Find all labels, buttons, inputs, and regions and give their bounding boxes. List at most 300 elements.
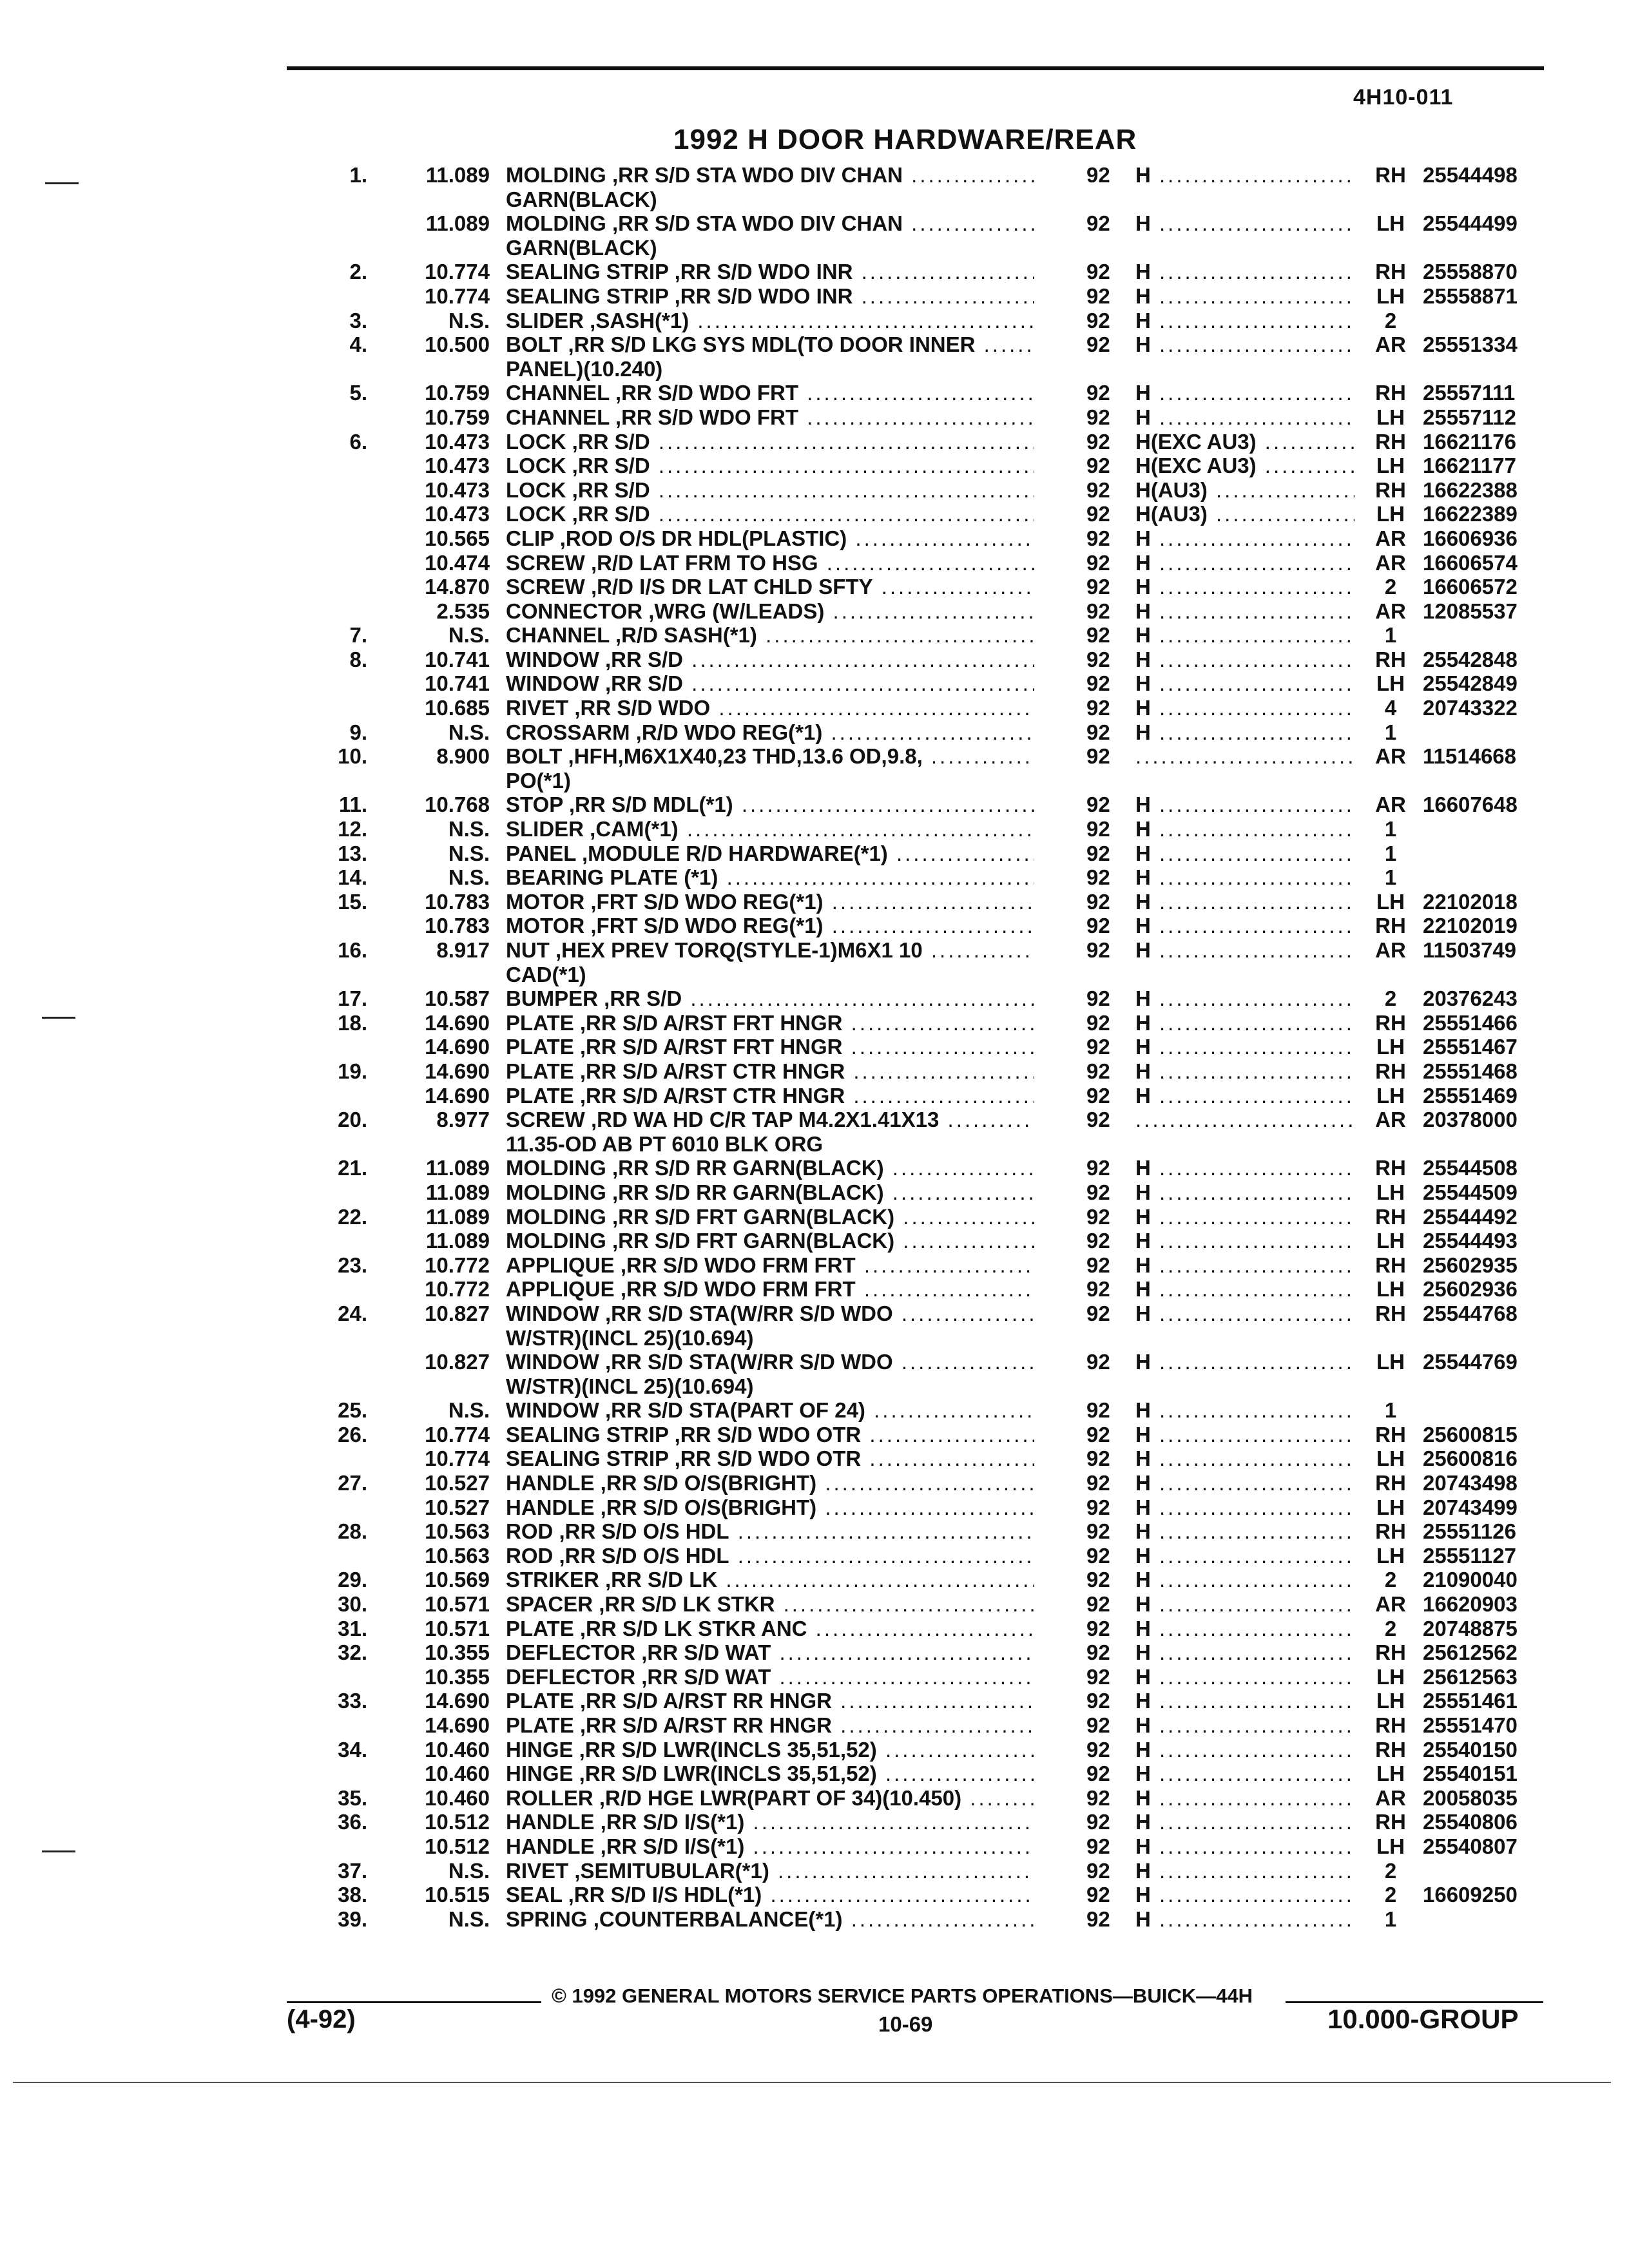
- group-number: 11.089: [425, 211, 490, 236]
- group-number: 10.571: [425, 1616, 490, 1640]
- part-number: 25612562: [1423, 1640, 1518, 1665]
- model-year: 92: [1086, 1616, 1110, 1640]
- model-series: H .....: [1135, 1883, 1354, 1907]
- model-year: 92: [1086, 429, 1110, 454]
- model-year: 92: [1086, 817, 1110, 841]
- parts-row: [0, 526, 1629, 551]
- parts-row: [0, 648, 1629, 672]
- group-number: 10.473: [425, 502, 490, 526]
- model-series: H .....: [1135, 1617, 1354, 1641]
- part-description: PLATE ,RR S/D A/RST CTR HNGR .....: [506, 1084, 1034, 1108]
- group-number: 10.473: [425, 429, 490, 454]
- parts-row: [0, 260, 1629, 284]
- group-number: 10.512: [425, 1834, 490, 1858]
- group-number: 10.473: [425, 454, 490, 478]
- part-number: 16607648: [1423, 793, 1518, 817]
- part-number: 25544493: [1423, 1229, 1518, 1253]
- part-number: 25557112: [1423, 405, 1517, 429]
- parts-row: [0, 1762, 1629, 1786]
- model-series: H .....: [1135, 1592, 1354, 1617]
- part-number: 16609250: [1423, 1883, 1518, 1907]
- part-description: HINGE ,RR S/D LWR(INCLS 35,51,52) .....: [506, 1762, 1034, 1786]
- parts-row: [0, 405, 1629, 430]
- model-year: 92: [1086, 575, 1110, 599]
- parts-row: [0, 914, 1629, 938]
- quantity-or-side: LH: [1376, 1543, 1405, 1568]
- parts-list: [0, 163, 1629, 1931]
- model-series: [1135, 1108, 1354, 1132]
- item-number: 4.: [349, 332, 367, 357]
- model-series: H .....: [1135, 1834, 1354, 1859]
- group-number: 10.569: [425, 1568, 490, 1592]
- footer-rule-right: [1286, 2001, 1543, 2003]
- part-description: PLATE ,RR S/D A/RST RR HNGR .....: [506, 1689, 1034, 1713]
- part-description: SEALING STRIP ,RR S/D WDO INR .....: [506, 260, 1034, 284]
- parts-row: [0, 236, 1629, 260]
- model-year: 92: [1086, 1713, 1110, 1737]
- group-number: N.S.: [448, 817, 490, 841]
- group-number: 10.759: [425, 405, 490, 429]
- part-number: 25551461: [1423, 1689, 1518, 1713]
- parts-row: [0, 1350, 1629, 1374]
- model-year: 92: [1086, 1108, 1110, 1132]
- item-number: 35.: [338, 1785, 367, 1810]
- model-year: 92: [1086, 865, 1110, 890]
- quantity-or-side: AR: [1375, 1108, 1406, 1132]
- model-year: 92: [1086, 1664, 1110, 1689]
- part-description: SCREW ,RD WA HD C/R TAP M4.2X1.41X13 .....: [506, 1108, 1034, 1132]
- model-year: 92: [1086, 1422, 1110, 1446]
- parts-row: [0, 502, 1629, 526]
- part-number: 25540807: [1423, 1834, 1518, 1858]
- part-description: DEFLECTOR ,RR S/D WAT .....: [506, 1665, 1034, 1689]
- model-year: 92: [1086, 720, 1110, 744]
- part-description: LOCK ,RR S/D .....: [506, 454, 1034, 478]
- quantity-or-side: RH: [1375, 1519, 1406, 1544]
- model-year: 92: [1086, 1568, 1110, 1592]
- model-series: H .....: [1135, 260, 1354, 284]
- group-number: 11.089: [425, 163, 490, 187]
- quantity-or-side: AR: [1375, 938, 1406, 962]
- part-description: WINDOW ,RR S/D STA(PART OF 24) .....: [506, 1398, 1034, 1423]
- part-description: MOLDING ,RR S/D RR GARN(BLACK) .....: [506, 1180, 1034, 1205]
- group-number: 10.768: [425, 793, 490, 817]
- quantity-or-side: LH: [1376, 1664, 1405, 1689]
- parts-row: [0, 1640, 1629, 1665]
- quantity-or-side: RH: [1375, 381, 1406, 405]
- part-number: 20743498: [1423, 1471, 1518, 1495]
- group-number: N.S.: [448, 865, 490, 890]
- part-description: BEARING PLATE (*1) .....: [506, 865, 1034, 890]
- model-series: H .....: [1135, 1205, 1354, 1229]
- group-number: 10.460: [425, 1785, 490, 1810]
- item-number: 34.: [338, 1737, 367, 1762]
- parts-row: [0, 1132, 1629, 1157]
- quantity-or-side: LH: [1376, 502, 1405, 526]
- model-year: 92: [1086, 938, 1110, 962]
- part-description: BOLT ,RR S/D LKG SYS MDL(TO DOOR INNER .....: [506, 332, 1034, 357]
- group-number: 10.565: [425, 526, 490, 550]
- model-series: H .....: [1135, 986, 1354, 1011]
- part-description: SLIDER ,CAM(*1) .....: [506, 817, 1034, 841]
- model-series: H .....: [1135, 1786, 1354, 1811]
- part-number: 25544769: [1423, 1350, 1518, 1374]
- group-number: 10.527: [425, 1471, 490, 1495]
- part-description: ROD ,RR S/D O/S HDL .....: [506, 1519, 1034, 1544]
- parts-row: [0, 623, 1629, 648]
- quantity-or-side: AR: [1375, 599, 1406, 623]
- quantity-or-side: RH: [1375, 429, 1406, 454]
- model-year: 92: [1086, 454, 1110, 478]
- parts-row: [0, 1059, 1629, 1084]
- parts-row: [0, 1156, 1629, 1180]
- quantity-or-side: RH: [1375, 1471, 1406, 1495]
- part-description: PANEL)(10.240): [506, 356, 663, 381]
- part-number: 16606572: [1423, 575, 1518, 599]
- quantity-or-side: LH: [1376, 1834, 1405, 1858]
- part-description: CHANNEL ,R/D SASH(*1) .....: [506, 623, 1034, 648]
- item-number: 22.: [338, 1204, 367, 1229]
- group-number: 10.741: [425, 647, 490, 671]
- part-description: W/STR)(INCL 25)(10.694): [506, 1325, 754, 1350]
- group-number: N.S.: [448, 1858, 490, 1883]
- model-year: 92: [1086, 163, 1110, 187]
- model-series: H(EXC AU3) .....: [1135, 430, 1354, 454]
- part-number: 25612563: [1423, 1664, 1518, 1689]
- model-series: H(AU3) .....: [1135, 478, 1354, 503]
- part-number: 20058035: [1423, 1785, 1518, 1810]
- part-description: ROLLER ,R/D HGE LWR(PART OF 34)(10.450) .....: [506, 1786, 1034, 1811]
- quantity-or-side: LH: [1376, 1495, 1405, 1519]
- quantity-or-side: LH: [1376, 1446, 1405, 1471]
- item-number: 29.: [338, 1568, 367, 1592]
- item-number: 37.: [338, 1858, 367, 1883]
- part-description: APPLIQUE ,RR S/D WDO FRM FRT .....: [506, 1253, 1034, 1278]
- footer-rule-left: [287, 2001, 541, 2003]
- quantity-or-side: RH: [1375, 1059, 1406, 1083]
- parts-row: [0, 769, 1629, 793]
- part-number: 25544509: [1423, 1180, 1518, 1204]
- quantity-or-side: RH: [1375, 1810, 1406, 1834]
- model-series: H .....: [1135, 1011, 1354, 1035]
- part-description: CAD(*1): [506, 962, 586, 986]
- model-series: H .....: [1135, 1544, 1354, 1568]
- part-description: APPLIQUE ,RR S/D WDO FRM FRT .....: [506, 1277, 1034, 1302]
- model-year: 92: [1086, 1010, 1110, 1035]
- parts-row: [0, 187, 1629, 212]
- parts-row: [0, 332, 1629, 357]
- part-number: 25544492: [1423, 1204, 1518, 1229]
- part-description: HANDLE ,RR S/D I/S(*1) .....: [506, 1810, 1034, 1834]
- part-description: PLATE ,RR S/D A/RST FRT HNGR .....: [506, 1011, 1034, 1035]
- model-year: 92: [1086, 1689, 1110, 1713]
- part-description: MOLDING ,RR S/D STA WDO DIV CHAN .....: [506, 163, 1034, 187]
- top-rule: [287, 66, 1544, 70]
- quantity-or-side: LH: [1376, 1180, 1405, 1204]
- part-description: HANDLE ,RR S/D I/S(*1) .....: [506, 1834, 1034, 1859]
- model-year: 92: [1086, 1059, 1110, 1083]
- quantity-or-side: RH: [1375, 477, 1406, 502]
- model-year: 92: [1086, 1035, 1110, 1059]
- model-series: H(AU3) .....: [1135, 502, 1354, 526]
- part-number: 21090040: [1423, 1568, 1518, 1592]
- parts-row: [0, 986, 1629, 1011]
- part-number: 25600815: [1423, 1422, 1518, 1446]
- parts-row: [0, 1859, 1629, 1883]
- part-number: 25551126: [1423, 1519, 1517, 1544]
- part-description: SCREW ,R/D I/S DR LAT CHLD SFTY .....: [506, 575, 1034, 599]
- parts-row: [0, 1253, 1629, 1278]
- group-number: N.S.: [448, 308, 490, 332]
- part-description: CROSSARM ,R/D WDO REG(*1) .....: [506, 720, 1034, 745]
- parts-row: [0, 357, 1629, 381]
- part-description: NUT ,HEX PREV TORQ(STYLE-1)M6X1 10 .....: [506, 938, 1034, 963]
- model-series: H .....: [1135, 526, 1354, 551]
- group-number: N.S.: [448, 841, 490, 865]
- item-number: 15.: [338, 889, 367, 914]
- quantity-or-side: 2: [1384, 1616, 1397, 1640]
- part-description: MOLDING ,RR S/D STA WDO DIV CHAN .....: [506, 211, 1034, 236]
- item-number: 38.: [338, 1883, 367, 1907]
- group-number: 10.473: [425, 477, 490, 502]
- part-description: RIVET ,SEMITUBULAR(*1) .....: [506, 1859, 1034, 1883]
- quantity-or-side: 4: [1384, 696, 1397, 720]
- parts-row: [0, 309, 1629, 333]
- group-number: 11.089: [425, 1204, 490, 1229]
- quantity-or-side: 2: [1384, 1568, 1397, 1592]
- part-number: 25540151: [1423, 1762, 1518, 1786]
- parts-row: [0, 890, 1629, 914]
- part-description: WINDOW ,RR S/D STA(W/RR S/D WDO .....: [506, 1350, 1034, 1374]
- quantity-or-side: RH: [1375, 1204, 1406, 1229]
- quantity-or-side: AR: [1375, 550, 1406, 575]
- quantity-or-side: 1: [1384, 865, 1397, 890]
- model-year: 92: [1086, 889, 1110, 914]
- group-number: 8.917: [436, 938, 490, 962]
- model-year: 92: [1086, 1907, 1110, 1931]
- quantity-or-side: 1: [1384, 720, 1397, 744]
- model-year: 92: [1086, 793, 1110, 817]
- parts-row: [0, 1423, 1629, 1447]
- item-number: 24.: [338, 1301, 367, 1325]
- parts-row: [0, 1665, 1629, 1689]
- quantity-or-side: LH: [1376, 889, 1405, 914]
- model-year: 92: [1086, 671, 1110, 696]
- item-number: 17.: [338, 986, 367, 1011]
- part-description: DEFLECTOR ,RR S/D WAT .....: [506, 1640, 1034, 1665]
- group-number: 10.772: [425, 1277, 490, 1302]
- model-series: H .....: [1135, 1350, 1354, 1374]
- group-number: 10.355: [425, 1664, 490, 1689]
- parts-row: [0, 1277, 1629, 1302]
- item-number: 18.: [338, 1010, 367, 1035]
- group-number: 10.460: [425, 1762, 490, 1786]
- item-number: 32.: [338, 1640, 367, 1665]
- model-year: 92: [1086, 1883, 1110, 1907]
- model-series: H .....: [1135, 599, 1354, 624]
- group-number: 10.741: [425, 671, 490, 696]
- model-series: H .....: [1135, 1738, 1354, 1762]
- group-number: 14.690: [425, 1689, 490, 1713]
- group-number: 10.759: [425, 381, 490, 405]
- model-series: H .....: [1135, 1302, 1354, 1326]
- parts-row: [0, 1713, 1629, 1738]
- quantity-or-side: AR: [1375, 744, 1406, 769]
- item-number: 13.: [338, 841, 367, 865]
- part-number: 25551468: [1423, 1059, 1518, 1083]
- part-description: LOCK ,RR S/D .....: [506, 478, 1034, 503]
- model-year: 92: [1086, 696, 1110, 720]
- part-description: SPRING ,COUNTERBALANCE(*1) .....: [506, 1907, 1034, 1932]
- quantity-or-side: LH: [1376, 1035, 1405, 1059]
- group-number: N.S.: [448, 623, 490, 648]
- model-series: H .....: [1135, 1229, 1354, 1253]
- part-description: CHANNEL ,RR S/D WDO FRT .....: [506, 405, 1034, 430]
- parts-row: [0, 865, 1629, 890]
- parts-row: [0, 1495, 1629, 1520]
- part-description: MOLDING ,RR S/D FRT GARN(BLACK) .....: [506, 1205, 1034, 1229]
- quantity-or-side: AR: [1375, 332, 1406, 357]
- part-description: MOLDING ,RR S/D FRT GARN(BLACK) .....: [506, 1229, 1034, 1253]
- item-number: 1.: [349, 163, 367, 187]
- parts-row: [0, 599, 1629, 624]
- group-number: 10.827: [425, 1301, 490, 1325]
- part-description: MOTOR ,FRT S/D WDO REG(*1) .....: [506, 890, 1034, 914]
- item-number: 7.: [349, 623, 367, 648]
- part-number: 25540150: [1423, 1737, 1518, 1762]
- quantity-or-side: RH: [1375, 914, 1406, 938]
- model-series: H .....: [1135, 1423, 1354, 1447]
- quantity-or-side: RH: [1375, 1301, 1406, 1325]
- part-number: 25544508: [1423, 1156, 1518, 1180]
- part-description: STOP ,RR S/D MDL(*1) .....: [506, 793, 1034, 817]
- part-description: SEALING STRIP ,RR S/D WDO INR .....: [506, 284, 1034, 309]
- item-number: 36.: [338, 1810, 367, 1834]
- part-number: 25551466: [1423, 1010, 1518, 1035]
- model-series: H .....: [1135, 1059, 1354, 1084]
- part-number: 11503749: [1423, 938, 1517, 962]
- part-number: 20378000: [1423, 1108, 1518, 1132]
- model-series: H .....: [1135, 938, 1354, 963]
- item-number: 11.: [338, 793, 367, 817]
- parts-row: [0, 1326, 1629, 1350]
- parts-row: [0, 381, 1629, 405]
- part-description: GARN(BLACK): [506, 235, 657, 260]
- group-number: 10.515: [425, 1883, 490, 1907]
- part-description: PLATE ,RR S/D A/RST CTR HNGR .....: [506, 1059, 1034, 1084]
- part-number: 16606574: [1423, 550, 1518, 575]
- group-number: 10.783: [425, 889, 490, 914]
- group-number: 10.774: [425, 260, 490, 284]
- parts-row: [0, 1883, 1629, 1907]
- part-description: PO(*1): [506, 768, 571, 793]
- model-year: 92: [1086, 599, 1110, 623]
- group-number: 14.690: [425, 1010, 490, 1035]
- item-number: 6.: [349, 429, 367, 454]
- item-number: 9.: [349, 720, 367, 744]
- model-series: H .....: [1135, 1277, 1354, 1302]
- model-series: H .....: [1135, 914, 1354, 938]
- parts-row: [0, 744, 1629, 769]
- model-year: 92: [1086, 1204, 1110, 1229]
- quantity-or-side: RH: [1375, 1713, 1406, 1737]
- quantity-or-side: LH: [1376, 405, 1405, 429]
- parts-row: [0, 1519, 1629, 1544]
- part-number: 25542848: [1423, 647, 1518, 671]
- group-number: 10.783: [425, 914, 490, 938]
- parts-row: [0, 696, 1629, 720]
- part-number: 25542849: [1423, 671, 1518, 696]
- part-description: W/STR)(INCL 25)(10.694): [506, 1374, 754, 1398]
- part-description: PANEL ,MODULE R/D HARDWARE(*1) .....: [506, 841, 1034, 866]
- parts-row: [0, 1180, 1629, 1205]
- part-description: MOLDING ,RR S/D RR GARN(BLACK) .....: [506, 1156, 1034, 1180]
- part-description: SEALING STRIP ,RR S/D WDO OTR .....: [506, 1423, 1034, 1447]
- part-number: 25557111: [1423, 381, 1516, 405]
- model-series: H .....: [1135, 1180, 1354, 1205]
- model-series: H .....: [1135, 793, 1354, 817]
- bottom-rule: [13, 2082, 1611, 2083]
- parts-row: [0, 284, 1629, 309]
- group-number: 14.690: [425, 1083, 490, 1108]
- parts-row: [0, 1834, 1629, 1859]
- item-number: 25.: [338, 1398, 367, 1423]
- item-number: 8.: [349, 647, 367, 671]
- model-year: 92: [1086, 1180, 1110, 1204]
- model-series: H .....: [1135, 696, 1354, 720]
- model-year: 92: [1086, 1858, 1110, 1883]
- parts-row: [0, 211, 1629, 236]
- part-description: RIVET ,RR S/D WDO .....: [506, 696, 1034, 720]
- group-number: 10.474: [425, 550, 490, 575]
- model-year: 92: [1086, 260, 1110, 284]
- copyright-notice: © 1992 GENERAL MOTORS SERVICE PARTS OPERATIONS—BUICK—44H: [552, 1984, 1253, 2007]
- model-series: H .....: [1135, 865, 1354, 890]
- group-number: 10.563: [425, 1543, 490, 1568]
- part-description: BUMPER ,RR S/D .....: [506, 986, 1034, 1011]
- part-number: 25551470: [1423, 1713, 1518, 1737]
- model-series: H .....: [1135, 1084, 1354, 1108]
- part-description: SPACER ,RR S/D LK STKR .....: [506, 1592, 1034, 1617]
- parts-row: [0, 1302, 1629, 1326]
- parts-row: [0, 1738, 1629, 1762]
- part-number: 20743322: [1423, 696, 1518, 720]
- model-year: 92: [1086, 1156, 1110, 1180]
- quantity-or-side: LH: [1376, 671, 1405, 696]
- quantity-or-side: 1: [1384, 623, 1397, 648]
- model-year: 92: [1086, 1543, 1110, 1568]
- group-number: 10.527: [425, 1495, 490, 1519]
- part-number: 22102018: [1423, 889, 1518, 914]
- part-number: 20743499: [1423, 1495, 1518, 1519]
- item-number: 39.: [338, 1907, 367, 1931]
- model-series: H .....: [1135, 1689, 1354, 1713]
- part-description: LOCK ,RR S/D .....: [506, 430, 1034, 454]
- model-series: H .....: [1135, 1907, 1354, 1932]
- part-description: PLATE ,RR S/D LK STKR ANC .....: [506, 1617, 1034, 1641]
- model-series: H .....: [1135, 671, 1354, 696]
- parts-row: [0, 841, 1629, 866]
- parts-row: [0, 671, 1629, 696]
- part-description: GARN(BLACK): [506, 187, 657, 211]
- quantity-or-side: LH: [1376, 1689, 1405, 1713]
- parts-row: [0, 793, 1629, 817]
- model-year: 92: [1086, 405, 1110, 429]
- quantity-or-side: RH: [1375, 1640, 1406, 1665]
- part-description: PLATE ,RR S/D A/RST RR HNGR .....: [506, 1713, 1034, 1738]
- part-description: 11.35-OD AB PT 6010 BLK ORG: [506, 1131, 824, 1156]
- item-number: 26.: [338, 1422, 367, 1446]
